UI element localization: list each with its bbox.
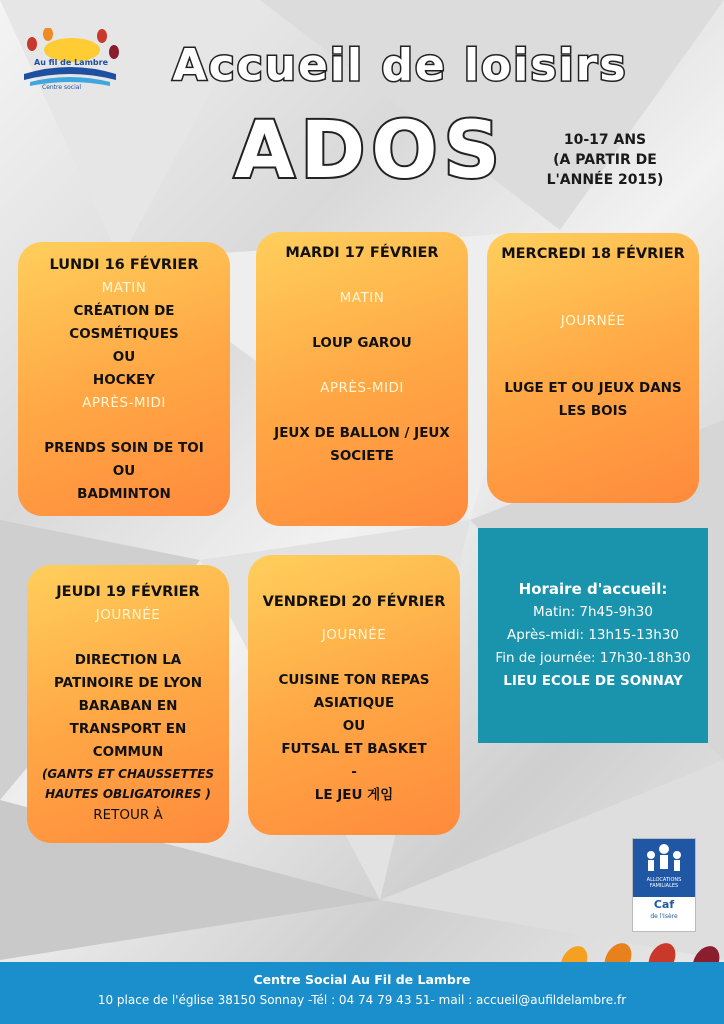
age-info (530, 130, 680, 190)
organization-logo (20, 28, 120, 98)
activity: BADMINTON (77, 486, 171, 502)
period-label: APRÈS-MIDI (82, 395, 166, 411)
day-title: MERCREDI 18 FÉVRIER (501, 246, 685, 262)
activity: COSMÉTIQUES (69, 326, 179, 342)
logo-name: Au fil de Lambre (34, 58, 108, 67)
or-label: OU (112, 463, 136, 479)
hours-place: LIEU ECOLE DE SONNAY (503, 673, 683, 689)
activity: JEUX DE BALLON / JEUX (274, 425, 450, 441)
activity: LES BOIS (558, 403, 628, 419)
activity: DIRECTION LA (74, 652, 182, 668)
hours-afternoon: Après-midi: 13h15-13h30 (506, 627, 680, 643)
day-title: JEUDI 19 FÉVRIER (56, 584, 200, 600)
activity: PATINOIRE DE LYON (53, 675, 203, 691)
age-note-2: L'ANNÉE 2015) (546, 172, 664, 188)
period-label: JOURNÉE (560, 313, 626, 329)
period-label: APRÈS-MIDI (320, 380, 404, 396)
activity: CUISINE TON REPAS (278, 672, 430, 688)
activity: TRANSPORT EN (69, 721, 187, 737)
caf-label-2: FAMILIALES (649, 883, 679, 889)
hours-heading: Horaire d'accueil: (518, 580, 668, 598)
activity-note: HAUTES OBLIGATOIRES ) (45, 787, 211, 801)
caf-label (633, 877, 695, 889)
period-label: MATIN (101, 280, 147, 296)
period-label: JOURNÉE (321, 627, 387, 643)
activity: BARABAN EN (78, 698, 178, 714)
footer-contact: 10 place de l'église 38150 Sonnay -Tél : 04 74 79 43 51- mail : accueil@aufildelambre.fr (97, 993, 627, 1007)
activity: ASIATIQUE (313, 695, 395, 711)
hours-end: Fin de journée: 17h30-18h30 (495, 650, 691, 666)
footer (0, 962, 724, 1024)
or-label: OU (342, 718, 366, 734)
activity: LE JEU 게임 (314, 787, 394, 803)
caf-name: Caf (653, 898, 675, 911)
footer-org: Centre Social Au Fil de Lambre (253, 972, 471, 987)
period-label: MATIN (339, 290, 385, 306)
activity-note: (GANTS ET CHAUSSETTES (41, 767, 215, 781)
activity: COMMUN (92, 744, 164, 760)
card-thursday (27, 565, 229, 843)
activity: FUTSAL ET BASKET (281, 741, 427, 757)
caf-dept: de l'Isère (650, 913, 678, 920)
age-range: 10-17 ANS (563, 132, 647, 148)
logo-tagline: Centre social (42, 84, 82, 91)
activity: SOCIETE (330, 448, 394, 464)
activity: LOUP GAROU (312, 335, 412, 351)
activity: HOCKEY (92, 372, 156, 388)
card-tuesday (256, 232, 468, 526)
card-friday (248, 555, 460, 835)
hours-panel (478, 528, 708, 743)
day-title: MARDI 17 FÉVRIER (285, 245, 439, 261)
activity: PRENDS SOIN DE TOI (44, 440, 204, 456)
card-wednesday (487, 233, 699, 503)
age-note-1: (A PARTIR DE (553, 152, 657, 168)
separator-dash: - (351, 764, 357, 780)
card-monday (18, 242, 230, 516)
day-title: VENDREDI 20 FÉVRIER (262, 594, 446, 610)
or-label: OU (112, 349, 136, 365)
page-subtitle: ADOS (234, 106, 506, 196)
return-label: RETOUR À (93, 807, 163, 823)
activity: LUGE ET OU JEUX DANS (504, 380, 682, 396)
period-label: JOURNÉE (95, 607, 161, 623)
page-title: Accueil de loisirs (172, 40, 628, 91)
caf-label-1: ALLOCATIONS (646, 877, 682, 883)
activity: CRÉATION DE (73, 303, 175, 319)
hours-morning: Matin: 7h45-9h30 (533, 604, 653, 620)
caf-logo (632, 838, 696, 932)
day-title: LUNDI 16 FÉVRIER (49, 257, 199, 273)
